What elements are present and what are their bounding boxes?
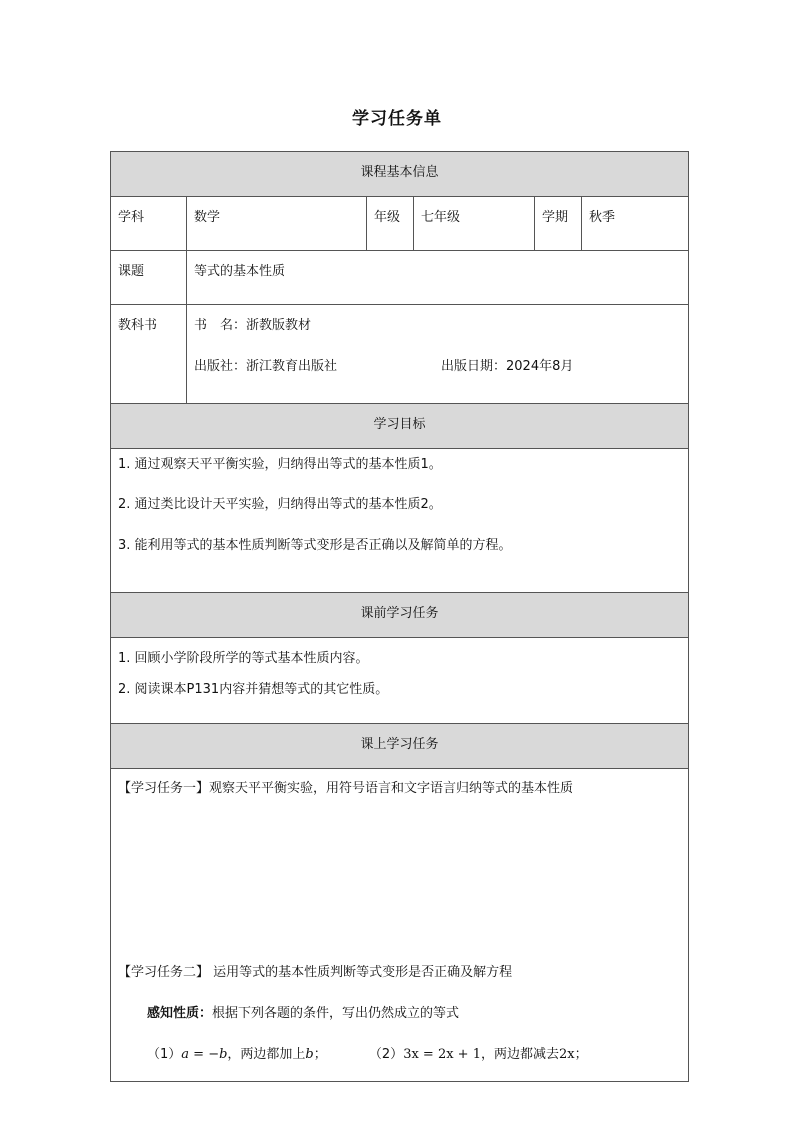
subject-value: 数学 [187, 197, 367, 251]
subject-label: 学科 [111, 197, 187, 251]
section-pre-class [111, 593, 689, 638]
textbook-info [187, 305, 689, 404]
section-basic-info [111, 152, 689, 197]
objective-item: 1. 通过观察天平平衡实验，归纳得出等式的基本性质1。 [118, 457, 442, 472]
objectives-list [111, 449, 689, 593]
section-in-class [111, 724, 689, 769]
pre-class-list [111, 638, 689, 724]
pre-task-item: 1. 回顾小学阶段所学的等式基本性质内容。 [118, 651, 369, 666]
task-two: 【学习任务二】 运用等式的基本性质判断等式变形是否正确及解方程 [118, 965, 513, 980]
in-class-content [111, 769, 689, 1082]
in-class-row [111, 769, 689, 1082]
textbook-row [111, 305, 689, 404]
topic-label: 课题 [111, 251, 187, 305]
section-header-basic-info: 课程基本信息 [111, 152, 689, 197]
pre-class-row [111, 638, 689, 724]
grade-label: 年级 [367, 197, 414, 251]
term-value: 秋季 [582, 197, 689, 251]
answer-space [118, 796, 688, 961]
topic-value: 等式的基本性质 [187, 251, 689, 305]
book-name: 书 名：浙教版教材 [194, 318, 312, 333]
pre-task-item: 2. 阅读课本P131内容并猜想等式的其它性质。 [118, 682, 389, 697]
exercise-item-1: （1）a = −b，两边都加上b； [147, 1047, 327, 1062]
exercise-item-2: （2）3x = 2x + 1，两边都减去2x； [368, 1047, 588, 1062]
objective-item: 3. 能利用等式的基本性质判断等式变形是否正确以及解简单的方程。 [118, 537, 512, 553]
section-header-in-class: 课上学习任务 [111, 724, 689, 769]
textbook-label: 教科书 [111, 305, 187, 404]
document-title: 学习任务单 [352, 109, 442, 129]
task-sheet-table [110, 151, 689, 1082]
task-one: 【学习任务一】观察天平平衡实验，用符号语言和文字语言归纳等式的基本性质 [118, 781, 574, 796]
publish-date: 出版日期：2024年8月 [441, 359, 574, 374]
section-header-pre-class: 课前学习任务 [111, 593, 689, 638]
section-header-objectives: 学习目标 [111, 404, 689, 449]
publisher: 出版社：浙江教育出版社 [194, 359, 338, 374]
exercise-items [147, 1043, 688, 1062]
term-label: 学期 [535, 197, 582, 251]
objective-item: 2. 通过类比设计天平实验，归纳得出等式的基本性质2。 [118, 497, 442, 513]
perceive-label: 感知性质： [147, 1006, 213, 1021]
objectives-row [111, 449, 689, 593]
perceive-text: 根据下列各题的条件，写出仍然成立的等式 [212, 1006, 460, 1021]
publisher-line [194, 355, 688, 374]
perceive-property [147, 1002, 688, 1021]
topic-row [111, 251, 689, 305]
grade-value: 七年级 [414, 197, 535, 251]
section-objectives [111, 404, 689, 449]
info-row [111, 197, 689, 251]
